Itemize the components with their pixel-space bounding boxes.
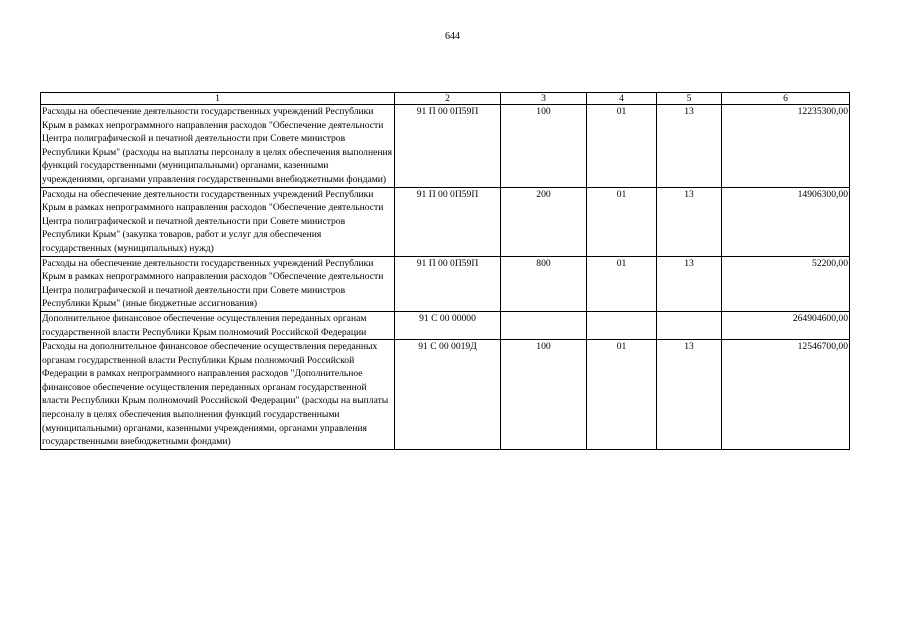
row-target-code: 91 С 00 00000 [395, 311, 501, 339]
row-subsection: 13 [657, 256, 722, 311]
row-target-code: 91 С 00 0019Д [395, 340, 501, 450]
table-row [41, 311, 850, 339]
header-col-1: 1 [41, 93, 395, 105]
row-target-code: 91 П 00 0П59П [395, 256, 501, 311]
table-row [41, 105, 850, 188]
row-expense-type [501, 311, 587, 339]
row-section: 01 [587, 256, 657, 311]
row-expense-type: 200 [501, 187, 587, 256]
row-amount: 52200,00 [722, 256, 850, 311]
row-target-code: 91 П 00 0П59П [395, 105, 501, 188]
header-col-3: 3 [501, 93, 587, 105]
row-amount: 12235300,00 [722, 105, 850, 188]
table-row [41, 340, 850, 450]
budget-table [40, 92, 850, 450]
header-col-5: 5 [657, 93, 722, 105]
row-amount: 264904600,00 [722, 311, 850, 339]
row-name: Дополнительное финансовое обеспечение осуществления переданных органам государственной власти Республики Крым полномочий Российской Федерации [41, 311, 395, 339]
page-number: 644 [445, 31, 460, 42]
row-name: Расходы на обеспечение деятельности государственных учреждений Республики Крым в рамках непрограммного направления расходов "Обеспечение деятельности Центра полиграфической и печатной деятельности при Совете министров Республики Крым" (закупка товаров, работ и услуг для обеспечения государственных (муниципальных) нужд) [41, 187, 395, 256]
row-section: 01 [587, 105, 657, 188]
header-col-6: 6 [722, 93, 850, 105]
row-name: Расходы на дополнительное финансовое обеспечение осуществления переданных органам государственной власти Республики Крым полномочий Российской Федерации в рамках непрограммного направления расходов "Дополнительное финансовое обеспечение осуществления переданных органам государственной власти Республики Крым полномочий Российской Федерации" (расходы на выплаты персоналу в целях обеспечения выполнения функций государственными (муниципальными) органами, казенными учреждениями, органами управления государственными внебюджетными фондами) [41, 340, 395, 450]
table-row [41, 187, 850, 256]
row-section: 01 [587, 187, 657, 256]
row-expense-type: 100 [501, 105, 587, 188]
row-amount: 12546700,00 [722, 340, 850, 450]
row-section [587, 311, 657, 339]
header-col-2: 2 [395, 93, 501, 105]
row-subsection: 13 [657, 187, 722, 256]
row-target-code: 91 П 00 0П59П [395, 187, 501, 256]
row-name: Расходы на обеспечение деятельности государственных учреждений Республики Крым в рамках непрограммного направления расходов "Обеспечение деятельности Центра полиграфической и печатной деятельности при Совете министров Республики Крым" (иные бюджетные ассигнования) [41, 256, 395, 311]
table-header-row [41, 93, 850, 105]
table-row [41, 256, 850, 311]
row-expense-type: 800 [501, 256, 587, 311]
row-section: 01 [587, 340, 657, 450]
row-subsection: 13 [657, 340, 722, 450]
row-expense-type: 100 [501, 340, 587, 450]
row-amount: 14906300,00 [722, 187, 850, 256]
row-name: Расходы на обеспечение деятельности государственных учреждений Республики Крым в рамках непрограммного направления расходов "Обеспечение деятельности Центра полиграфической и печатной деятельности при Совете министров Республики Крым" (расходы на выплаты персоналу в целях обеспечения выполнения функций государственными (муниципальными) органами, казенными учреждениями, органами управления государственными внебюджетными фондами) [41, 105, 395, 188]
header-col-4: 4 [587, 93, 657, 105]
row-subsection: 13 [657, 105, 722, 188]
row-subsection [657, 311, 722, 339]
